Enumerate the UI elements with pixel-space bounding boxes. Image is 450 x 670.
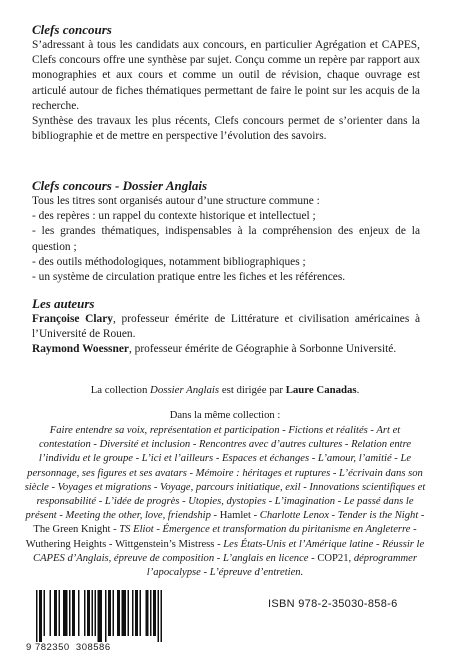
section-authors — [32, 296, 420, 358]
barcode — [26, 590, 166, 656]
barcode-bar — [132, 590, 134, 636]
barcode-bar — [117, 590, 120, 636]
collection-title-upright: Wuthering Heights — [25, 538, 107, 550]
barcode-bar — [92, 590, 94, 636]
barcode-bar — [113, 590, 115, 636]
section-title: Les auteurs — [32, 296, 95, 311]
direction-prefix: La collection — [90, 384, 151, 396]
section-title: Clefs concours - Dossier Anglais — [32, 178, 208, 193]
author-entry — [32, 342, 420, 357]
paragraph: Synthèse des travaux les plus récents, Clefs concours permet de s’orienter dans la bibliographie et de mettre en perspective l’évolution des savoirs. — [32, 115, 420, 143]
author-description: , professeur émérite de Géographie à Sorbonne Université. — [128, 343, 397, 356]
barcode-bar — [108, 590, 111, 636]
author-name: Françoise Clary — [32, 313, 113, 325]
author-name: Raymond Woessner — [32, 343, 129, 356]
barcode-bar — [50, 590, 52, 636]
direction-suffix: . — [356, 384, 360, 396]
collection-title-upright: COP21 — [317, 552, 349, 564]
barcode-left-digits: 782350 — [34, 642, 70, 653]
barcode-bar — [135, 590, 138, 636]
paragraph: S’adressant à tous les candidats aux concours, en particulier Agrégation et CAPES, Clefs concours offre une synthèse par sujet. Conçu comme un repère par rapport aux monographies et aux cours et comme un outil de révision, chaque ouvrage est articulé autour de fiches thématiques permettant de faire le point sur les acquis de la recherche. — [32, 39, 420, 112]
barcode-bar — [95, 590, 97, 636]
barcode-bar — [146, 590, 149, 636]
author-description: , professeur émérite de Littérature et civilisation américaines à l’Université de Rouen. — [32, 313, 420, 341]
direction-middle: est dirigée par — [219, 384, 286, 396]
barcode-bar — [59, 590, 61, 636]
collection-direction — [0, 384, 450, 396]
list-item: - un système de circulation pratique entre les fiches et les références. — [32, 271, 346, 284]
list-item: - des outils méthodologiques, notamment bibliographiques ; — [32, 255, 306, 268]
section-title: Clefs concours — [32, 22, 112, 37]
barcode-bar — [69, 590, 71, 636]
barcode-bar — [98, 590, 103, 642]
barcode-bar — [122, 590, 127, 636]
list-item: - les grandes thématiques, indispensables à la compréhension des enjeux de la question ; — [32, 225, 420, 253]
barcode-bar — [72, 590, 75, 636]
barcode-bar — [140, 590, 142, 636]
barcode-bar — [128, 590, 130, 636]
section-clefs-concours — [32, 22, 420, 144]
barcode-bar — [87, 590, 90, 636]
barcode-bar — [36, 590, 38, 642]
author-entry — [32, 312, 420, 342]
collection-heading: Dans la même collection : — [169, 410, 281, 421]
collection-title-upright: Hamlet — [219, 510, 251, 522]
collection-titles: Faire entendre sa voix, représentation et participation - Fictions et réalités - Art et contestation - Diversité et inclusion - Rencontres avec d’autres cultures - Relation entre l’individu et le groupe - L’ici et l’ailleurs - Espaces et échanges - L’amour, l’amitié - Le personnage, ses figures et ses avatars - Mémoire : héritages et ruptures - L’écrivain dans son siècle - Voyages et migrations - Voyage, parcours initiatique, exil - Innovations scientifiques et responsabilité - L’idée de progrès - Utopies, dystopies - L’imagination - Le passé dans le présent - Meeting the other, love, friendship - Hamlet - Charlotte Lenox - Tender is the Night - The Green Knight - TS Eliot - Émergence et transformation du piritanisme en Angleterre - Wuthering Heights - Wittgenstein’s Mistress - Les États-Unis et l’Amérique latine - Réussir le CAPES d’Anglais, épreuve de composition - L’anglais en licence - COP21, déprogrammer l’apocalypse - L’épreuve d’entretien. — [24, 425, 426, 579]
collection-title-upright: The Green Knight — [33, 524, 111, 536]
barcode-bar — [158, 590, 160, 642]
barcode-bar — [39, 590, 42, 642]
barcode-bar — [78, 590, 80, 636]
barcode-right-digits: 308586 — [75, 642, 111, 653]
collection-title-upright: Wittgenstein’s Mistress — [115, 538, 215, 550]
director-name: Laure Canadas — [285, 384, 357, 396]
barcode-bar — [150, 590, 152, 636]
barcode-first-digit: 9 — [26, 642, 32, 653]
barcode-bars — [26, 590, 166, 642]
intro-text: Tous les titres sont organisés autour d’une structure commune : — [32, 195, 320, 207]
barcode-bar — [105, 590, 107, 642]
section-dossier-anglais — [32, 178, 420, 285]
isbn-number: ISBN 978-2-35030-858-6 — [268, 598, 398, 610]
barcode-digits — [26, 642, 166, 653]
barcode-bar — [161, 590, 163, 642]
barcode-bar — [44, 590, 46, 636]
barcode-bar — [54, 590, 57, 636]
list-item: - des repères : un rappel du contexte historique et intellectuel ; — [32, 210, 316, 223]
barcode-bar — [84, 590, 86, 636]
barcode-bar — [153, 590, 156, 636]
barcode-bar — [63, 590, 68, 636]
collection-name: Dossier Anglais — [150, 384, 220, 396]
